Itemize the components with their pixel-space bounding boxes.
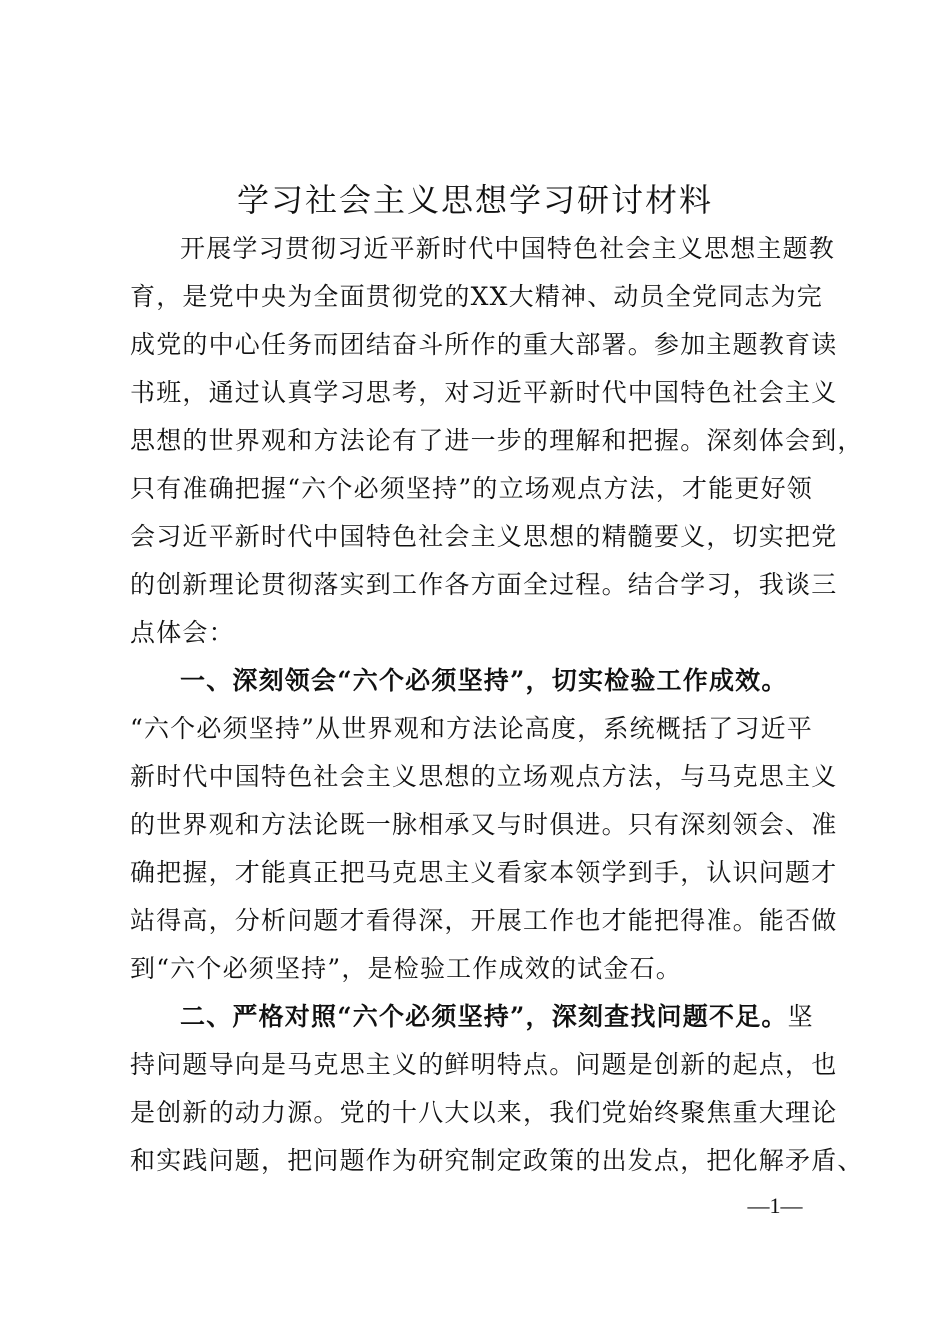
intro-line: 书班，通过认真学习思考，对习近平新时代中国特色社会主义	[130, 378, 838, 407]
intro-line: 育，是党中央为全面贯彻党的XX大精神、动员全党同志为完	[130, 282, 823, 311]
intro-line: 只有准确把握“六个必须坚持”的立场观点方法，才能更好领	[130, 474, 813, 503]
section-1-heading: 一、深刻领会“六个必须坚持”，切实检验工作成效。	[180, 666, 788, 695]
section-2-heading-tail: 坚	[787, 1002, 814, 1031]
intro-line: 的创新理论贯彻落实到工作各方面全过程。结合学习，我谈三	[130, 570, 838, 599]
section-2-heading: 二、严格对照“六个必须坚持”，深刻查找问题不足。	[180, 1002, 788, 1031]
section-1-line: “六个必须坚持”从世界观和方法论高度，系统概括了习近平	[130, 714, 813, 743]
section-1-line: 站得高，分析问题才看得深，开展工作也才能把得准。能否做	[130, 906, 838, 935]
section-2-line: 是创新的动力源。党的十八大以来，我们党始终聚焦重大理论	[130, 1098, 838, 1127]
section-2-line: 持问题导向是马克思主义的鲜明特点。问题是创新的起点，也	[130, 1050, 838, 1079]
intro-line: 点体会：	[130, 618, 235, 647]
intro-line: 会习近平新时代中国特色社会主义思想的精髓要义，切实把党	[130, 522, 838, 551]
section-1-line: 到“六个必须坚持”，是检验工作成效的试金石。	[130, 954, 682, 983]
document-title: 学习社会主义思想学习研讨材料	[236, 181, 713, 219]
section-2-first-line	[180, 994, 814, 1040]
section-1-line: 确把握，才能真正把马克思主义看家本领学到手，认识问题才	[130, 858, 838, 887]
page-number: —1—	[747, 1193, 803, 1218]
section-2-line: 和实践问题，把问题作为研究制定政策的出发点，把化解矛盾、	[130, 1146, 864, 1175]
intro-line: 开展学习贯彻习近平新时代中国特色社会主义思想主题教	[180, 234, 836, 263]
intro-line: 思想的世界观和方法论有了进一步的理解和把握。深刻体会到，	[130, 426, 864, 455]
intro-line: 成党的中心任务而团结奋斗所作的重大部署。参加主题教育读	[130, 330, 838, 359]
section-1-line: 的世界观和方法论既一脉相承又与时俱进。只有深刻领会、准	[130, 810, 838, 839]
section-1-line: 新时代中国特色社会主义思想的立场观点方法，与马克思主义	[130, 762, 838, 791]
